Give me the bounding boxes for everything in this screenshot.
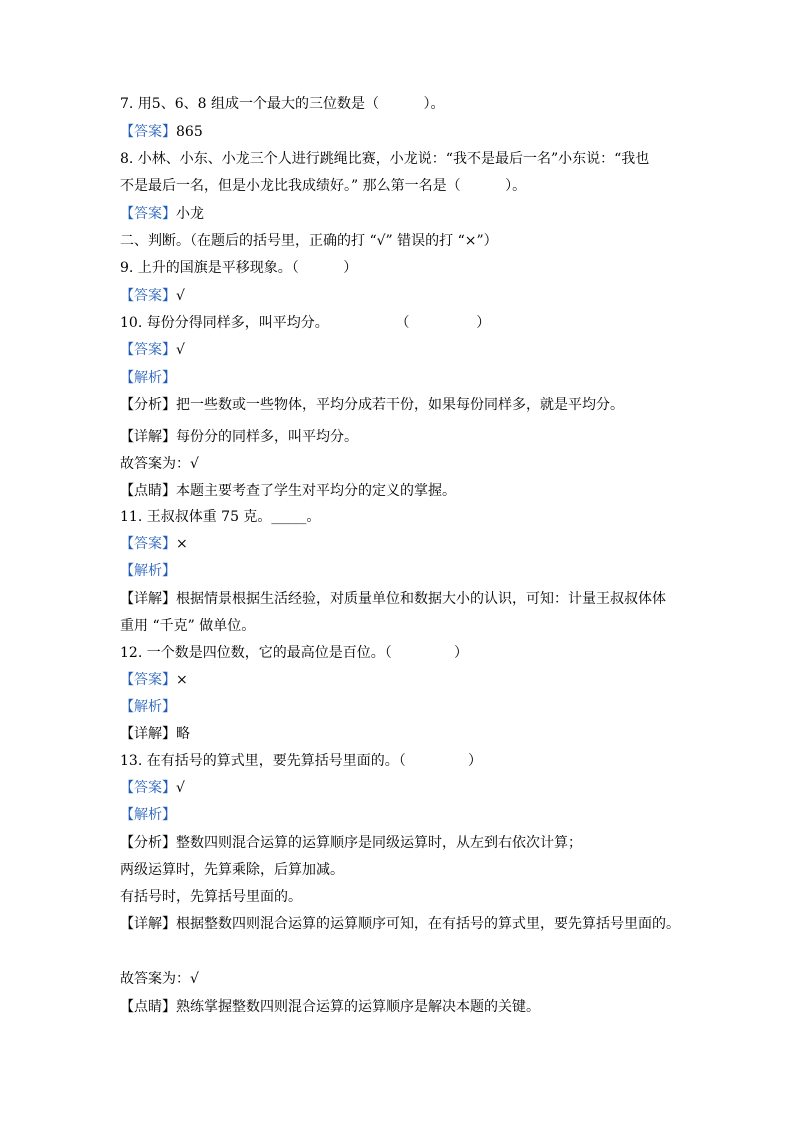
analysis-tag: 【解析】 — [120, 699, 176, 715]
xiangjie-tag: 【详解】 — [120, 726, 176, 742]
xiangjie-text: 根据整数四则混合运算的运算顺序可知，在有括号的算式里，要先算括号里面的。 — [176, 916, 680, 932]
dianjing-tag: 【点睛】 — [120, 483, 176, 499]
answer-13 — [120, 779, 185, 797]
fenxi-tag: 【分析】 — [120, 835, 176, 851]
analysis-tag: 【解析】 — [120, 807, 176, 823]
answer-11 — [120, 535, 188, 553]
xiangjie-10 — [120, 428, 358, 446]
xiangjie-tag: 【详解】 — [120, 429, 176, 445]
xiangjie-tag: 【详解】 — [120, 916, 176, 932]
fenxi-13-line-1 — [120, 834, 582, 852]
answer-tag: 【答案】 — [120, 206, 176, 222]
fenxi-13-line-3: 有括号时，先算括号里面的。 — [120, 889, 302, 905]
answer-value: √ — [176, 780, 185, 796]
question-12: 12. 一个数是四位数，它的最高位是百位。（ ） — [120, 645, 469, 661]
question-13: 13. 在有括号的算式里，要先算括号里面的。（ ） — [120, 753, 483, 769]
fenxi-13-line-2: 两级运算时，先算乘除，后算加减。 — [120, 862, 344, 878]
dianjing-13 — [120, 998, 540, 1016]
dianjing-text: 本题主要考查了学生对平均分的定义的掌握。 — [176, 483, 456, 499]
xiangjie-text: 略 — [176, 726, 190, 742]
xiangjie-11-line-1 — [120, 590, 666, 608]
answer-7 — [120, 123, 203, 141]
dianjing-10 — [120, 482, 456, 500]
answer-value: √ — [176, 288, 185, 304]
dianjing-tag: 【点睛】 — [120, 999, 176, 1015]
answer-tag: 【答案】 — [120, 672, 176, 688]
answer-value: × — [176, 672, 188, 688]
dianjing-text: 熟练掌握整数四则混合运算的运算顺序是解决本题的关键。 — [176, 999, 540, 1015]
answer-9 — [120, 287, 185, 305]
question-10: 10. 每份分得同样多，叫平均分。 （ ） — [120, 315, 491, 331]
answer-10 — [120, 341, 185, 359]
fenxi-tag: 【分析】 — [120, 397, 176, 413]
answer-tag: 【答案】 — [120, 124, 176, 140]
fenxi-text: 把一些数或一些物体，平均分成若干份，如果每份同样多，就是平均分。 — [176, 397, 624, 413]
xiangjie-13 — [120, 915, 680, 933]
answer-value: 小龙 — [176, 206, 204, 222]
fenxi-10 — [120, 396, 624, 414]
section-heading: 二、判断。（在题后的括号里，正确的打 “√” 错误的打 “×”） — [120, 233, 498, 249]
conclusion-13: 故答案为：√ — [120, 971, 199, 987]
xiangjie-text: 根据情景根据生活经验，对质量单位和数据大小的认识，可知：计量王叔叔体体 — [176, 591, 666, 607]
fenxi-text: 整数四则混合运算的运算顺序是同级运算时，从左到右依次计算； — [176, 835, 582, 851]
xiangjie-tag: 【详解】 — [120, 591, 176, 607]
analysis-tag: 【解析】 — [120, 370, 176, 386]
question-9: 9. 上升的国旗是平移现象。（ ） — [120, 260, 358, 276]
answer-tag: 【答案】 — [120, 536, 176, 552]
answer-12 — [120, 671, 188, 689]
answer-tag: 【答案】 — [120, 780, 176, 796]
question-8-line-1: 8. 小林、小东、小龙三个人进行跳绳比赛，小龙说：“我不是最后一名”小东说：“我也 — [120, 151, 650, 167]
xiangjie-11-line-2: 重用 “千克” 做单位。 — [120, 618, 256, 634]
answer-value: 865 — [176, 124, 203, 140]
question-8-line-2: 不是最后一名，但是小龙比我成绩好。” 那么第一名是（ ）。 — [120, 178, 527, 194]
answer-value: √ — [176, 342, 185, 358]
xiangjie-12 — [120, 725, 190, 743]
answer-8 — [120, 205, 204, 223]
analysis-tag: 【解析】 — [120, 563, 176, 579]
answer-tag: 【答案】 — [120, 288, 176, 304]
question-11: 11. 王叔叔体重 75 克。_____。 — [120, 509, 321, 525]
question-7: 7. 用5、6、8 组成一个最大的三位数是（ ）。 — [120, 96, 445, 112]
conclusion-10: 故答案为：√ — [120, 456, 199, 472]
answer-value: × — [176, 536, 188, 552]
answer-tag: 【答案】 — [120, 342, 176, 358]
xiangjie-text: 每份分的同样多，叫平均分。 — [176, 429, 358, 445]
